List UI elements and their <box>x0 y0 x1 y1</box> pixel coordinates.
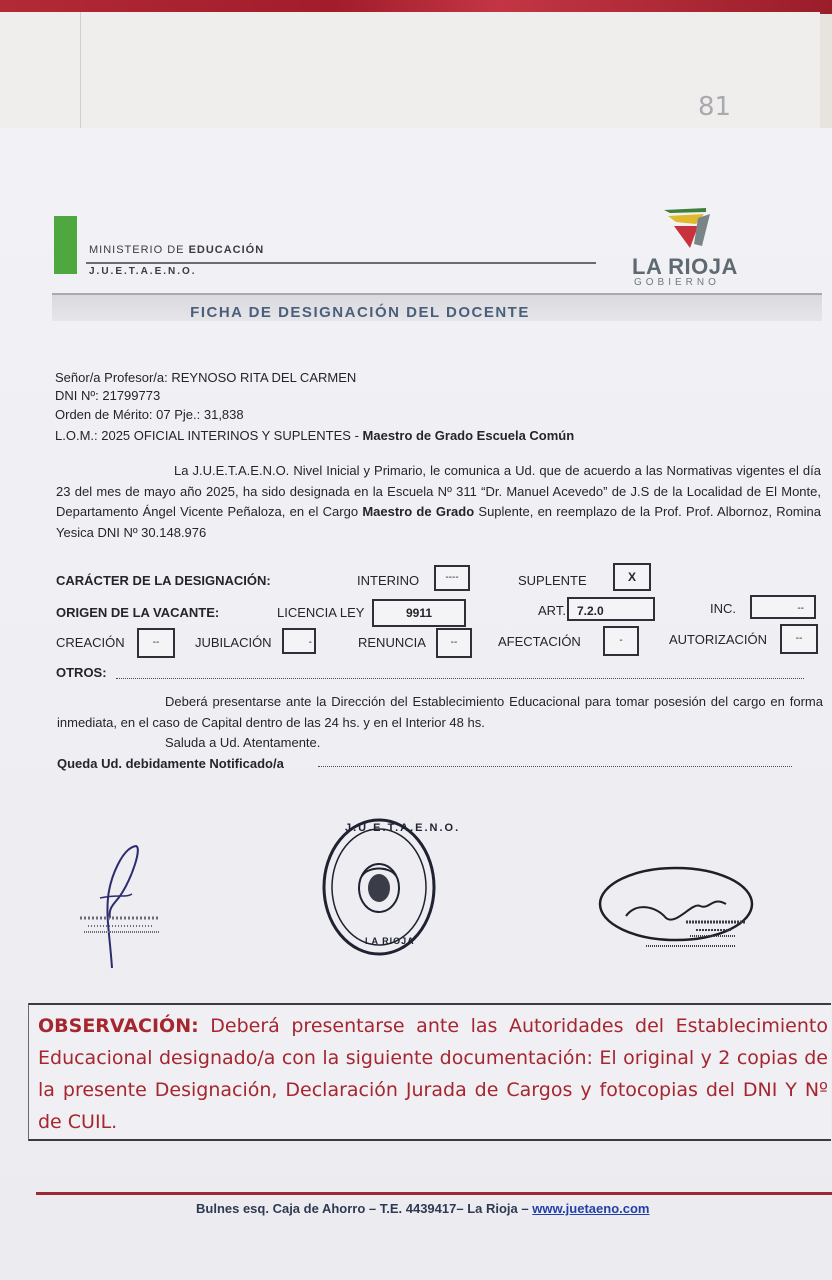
seal-top-text: J.U.E.T.A.E.N.O. <box>345 822 461 834</box>
paragraph-bold: Maestro de Grado <box>362 504 475 519</box>
lom-line <box>55 428 574 443</box>
origen-label: ORIGEN DE LA VACANTE: <box>56 605 220 620</box>
ministry-bold: EDUCACIÓN <box>188 244 265 256</box>
art-box: 7.2.0 <box>567 597 655 621</box>
observation-text <box>38 1010 828 1138</box>
logo-name: LA RIOJA <box>632 254 738 279</box>
observation-body: Deberá presentarse ante las Autoridades del Establecimiento Educacional designado/a con la siguiente documentación: El original y 2 copias de la presente Designación, Declaración Jurada de Cargos y fotocopias del DNI Y Nº de CUIL. <box>38 1015 828 1133</box>
form-title: FICHA DE DESIGNACIÓN DEL DOCENTE <box>190 304 530 321</box>
afectacion-label: AFECTACIÓN <box>498 634 581 649</box>
otros-label: OTROS: <box>56 665 107 680</box>
juetaeno-label: J.U.E.T.A.E.N.O. <box>89 266 197 277</box>
footer-address <box>196 1201 649 1216</box>
inc-label: INC. <box>710 601 736 616</box>
renuncia-label: RENUNCIA <box>358 635 426 650</box>
page-number: 81 <box>698 92 732 122</box>
footer-rule <box>36 1192 832 1195</box>
suplente-box: X <box>613 563 651 591</box>
ministry-rule <box>86 262 596 264</box>
licencia-box: 9911 <box>372 599 466 627</box>
designation-paragraph <box>56 461 821 543</box>
footer-address-text: Bulnes esq. Caja de Ahorro – T.E. 4439417– La Rioja – <box>196 1201 533 1216</box>
inc-box: -- <box>750 595 816 619</box>
margin-line <box>80 12 81 142</box>
instructions-paragraph: Deberá presentarse ante la Dirección del Establecimiento Educacional para tomar posesión del cargo en forma inmediata, en el caso de Capital dentro de las 24 hs. y en el Interior 48 hs. <box>57 694 823 730</box>
ministry-prefix: MINISTERIO DE <box>89 244 189 256</box>
afectacion-box: - <box>603 626 639 656</box>
teacher-name: Señor/a Profesor/a: REYNOSO RITA DEL CARMEN <box>55 370 357 385</box>
jubilacion-box: - <box>282 628 316 654</box>
observation-label: OBSERVACIÓN: <box>38 1015 199 1037</box>
green-bar <box>54 216 77 274</box>
creacion-box: -- <box>137 628 175 658</box>
caracter-label: CARÁCTER DE LA DESIGNACIÓN: <box>56 573 271 588</box>
right-signature-seal <box>596 866 766 966</box>
left-signature <box>60 838 180 978</box>
interino-box: ---- <box>434 565 470 591</box>
renuncia-box: -- <box>436 628 472 658</box>
autorizacion-box: -- <box>780 624 818 654</box>
notified-label: Queda Ud. debidamente Notificado/a <box>57 756 284 771</box>
creacion-label: CREACIÓN <box>56 635 125 650</box>
merit-order: Orden de Mérito: 07 Pje.: 31,838 <box>55 407 244 422</box>
otros-line <box>116 677 804 679</box>
salutation: Saluda a Ud. Atentamente. <box>165 735 321 750</box>
notified-line <box>318 765 792 767</box>
art-label: ART. <box>538 603 566 618</box>
seal-bottom-text: LA RIOJA <box>365 936 415 946</box>
paragraph-part-a: La J.U.E.T.A.E.N.O. Nivel Inicial y Primario, le comunica a Ud. que de acuerdo a las Normativas vigentes el día 23 del mes de mayo año 2025, ha sido designada en la Escuela Nº 311 “Dr. Manuel Acevedo” de J.S de la Localidad de El Monte, Departamento Ángel Vicente Peñaloza, en el Cargo <box>56 463 821 519</box>
jubilacion-label: JUBILACIÓN <box>195 635 272 650</box>
teacher-dni: DNI Nº: 21799773 <box>55 388 161 403</box>
interino-label: INTERINO <box>357 573 420 588</box>
website-link[interactable]: www.juetaeno.com <box>532 1201 650 1216</box>
lom-bold: Maestro de Grado Escuela Común <box>362 428 575 443</box>
lom-text: L.O.M.: 2025 OFICIAL INTERINOS Y SUPLENTES - <box>55 428 363 443</box>
suplente-label: SUPLENTE <box>518 573 587 588</box>
ministry-name <box>89 244 264 256</box>
logo-subtitle: GOBIERNO <box>634 277 720 288</box>
paragraph-part-b: Suplente, en reemplazo de la Prof. Prof. Albornoz, Romina Yesica DNI Nº 30.148.976 <box>56 504 821 540</box>
autorizacion-label: AUTORIZACIÓN <box>669 632 767 647</box>
licencia-label: LICENCIA LEY <box>277 605 365 620</box>
la-rioja-logo-icon <box>660 204 712 252</box>
previous-page <box>0 12 820 143</box>
